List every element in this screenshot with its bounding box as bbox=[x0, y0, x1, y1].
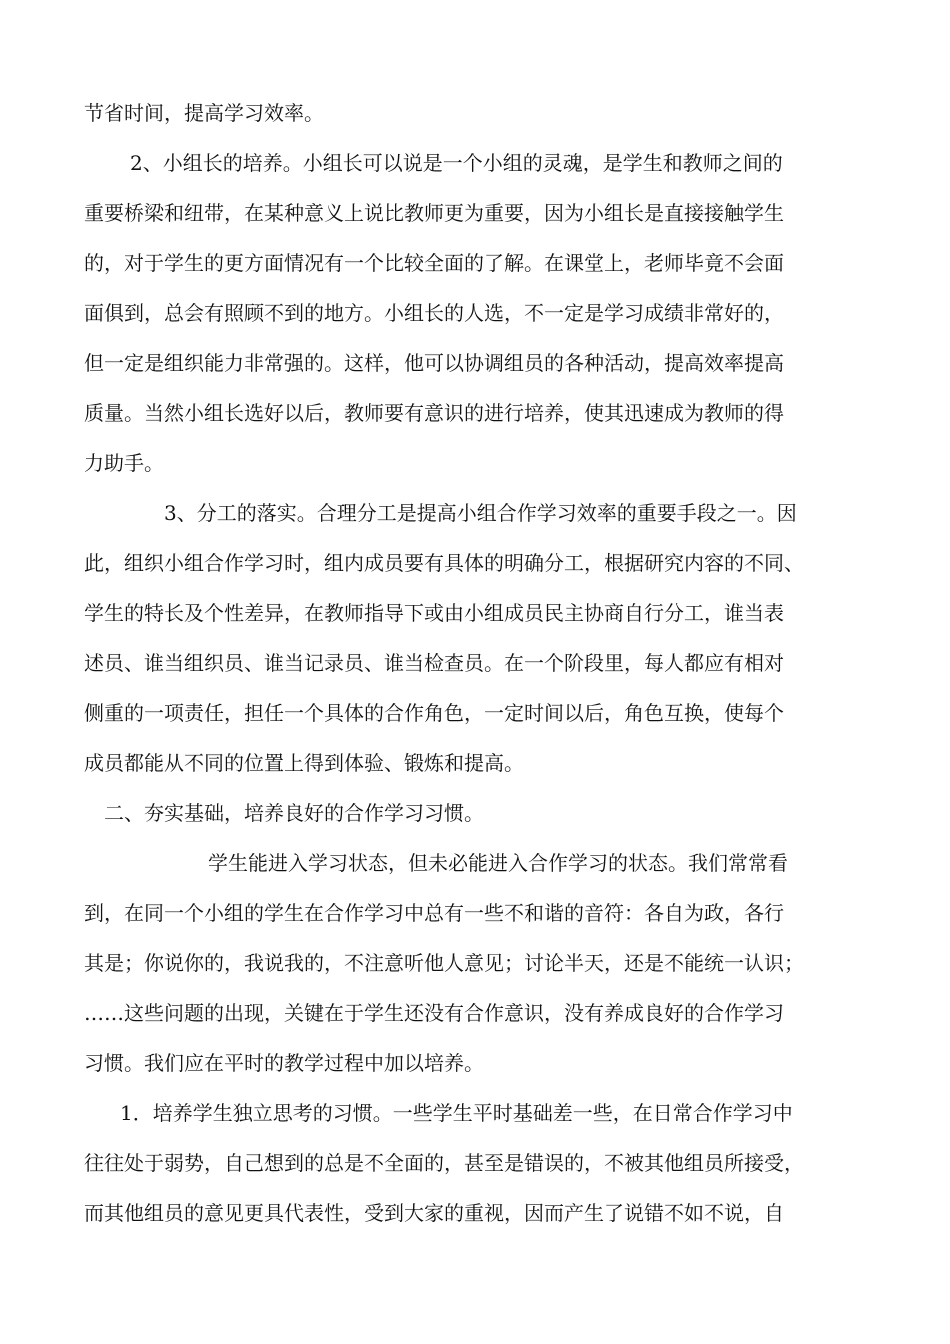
text-line: 但一定是组织能力非常强的。这样，他可以协调组员的各种活动，提高效率提高 bbox=[84, 351, 784, 375]
text-line: 其是；你说你的，我说我的，不注意听他人意见；讨论半天，还是不能统一认识； bbox=[84, 951, 804, 975]
text-line: ……这些问题的出现，关键在于学生还没有合作意识，没有养成良好的合作学习 bbox=[84, 1001, 784, 1025]
text-line: 往往处于弱势，自己想到的总是不全面的，甚至是错误的，不被其他组员所接受， bbox=[84, 1151, 804, 1175]
section-heading: 二、夯实基础，培养良好的合作学习习惯。 bbox=[104, 801, 484, 825]
text-line: 学生能进入学习状态，但未必能进入合作学习的状态。我们常常看 bbox=[208, 851, 788, 875]
text-line: 重要桥梁和纽带，在某种意义上说比教师更为重要，因为小组长是直接接触学生 bbox=[84, 201, 784, 225]
text-line: 而其他组员的意见更具代表性，受到大家的重视，因而产生了说错不如不说，自 bbox=[84, 1201, 784, 1225]
text-line: 质量。当然小组长选好以后，教师要有意识的进行培养，使其迅速成为教师的得 bbox=[84, 401, 784, 425]
text-line: 1．培养学生独立思考的习惯。一些学生平时基础差一些，在日常合作学习中 bbox=[120, 1101, 793, 1125]
text-line: 2、小组长的培养。小组长可以说是一个小组的灵魂，是学生和教师之间的 bbox=[130, 151, 783, 175]
text-line: 节省时间，提高学习效率。 bbox=[84, 101, 324, 125]
text-line: 面俱到，总会有照顾不到的地方。小组长的人选，不一定是学习成绩非常好的， bbox=[84, 301, 784, 325]
text-line: 学生的特长及个性差异，在教师指导下或由小组成员民主协商自行分工，谁当表 bbox=[84, 601, 784, 625]
text-line: 此，组织小组合作学习时，组内成员要有具体的明确分工，根据研究内容的不同、 bbox=[84, 551, 804, 575]
text-line: 习惯。我们应在平时的教学过程中加以培养。 bbox=[84, 1051, 484, 1075]
text-line: 成员都能从不同的位置上得到体验、锻炼和提高。 bbox=[84, 751, 524, 775]
text-line: 述员、谁当组织员、谁当记录员、谁当检查员。在一个阶段里，每人都应有相对 bbox=[84, 651, 784, 675]
text-line: 3、分工的落实。合理分工是提高小组合作学习效率的重要手段之一。因 bbox=[164, 501, 797, 525]
text-line: 的，对于学生的更方面情况有一个比较全面的了解。在课堂上，老师毕竟不会面 bbox=[84, 251, 784, 275]
text-line: 到，在同一个小组的学生在合作学习中总有一些不和谐的音符：各自为政，各行 bbox=[84, 901, 784, 925]
text-line: 力助手。 bbox=[84, 451, 164, 475]
text-line: 侧重的一项责任，担任一个具体的合作角色，一定时间以后，角色互换，使每个 bbox=[84, 701, 784, 725]
